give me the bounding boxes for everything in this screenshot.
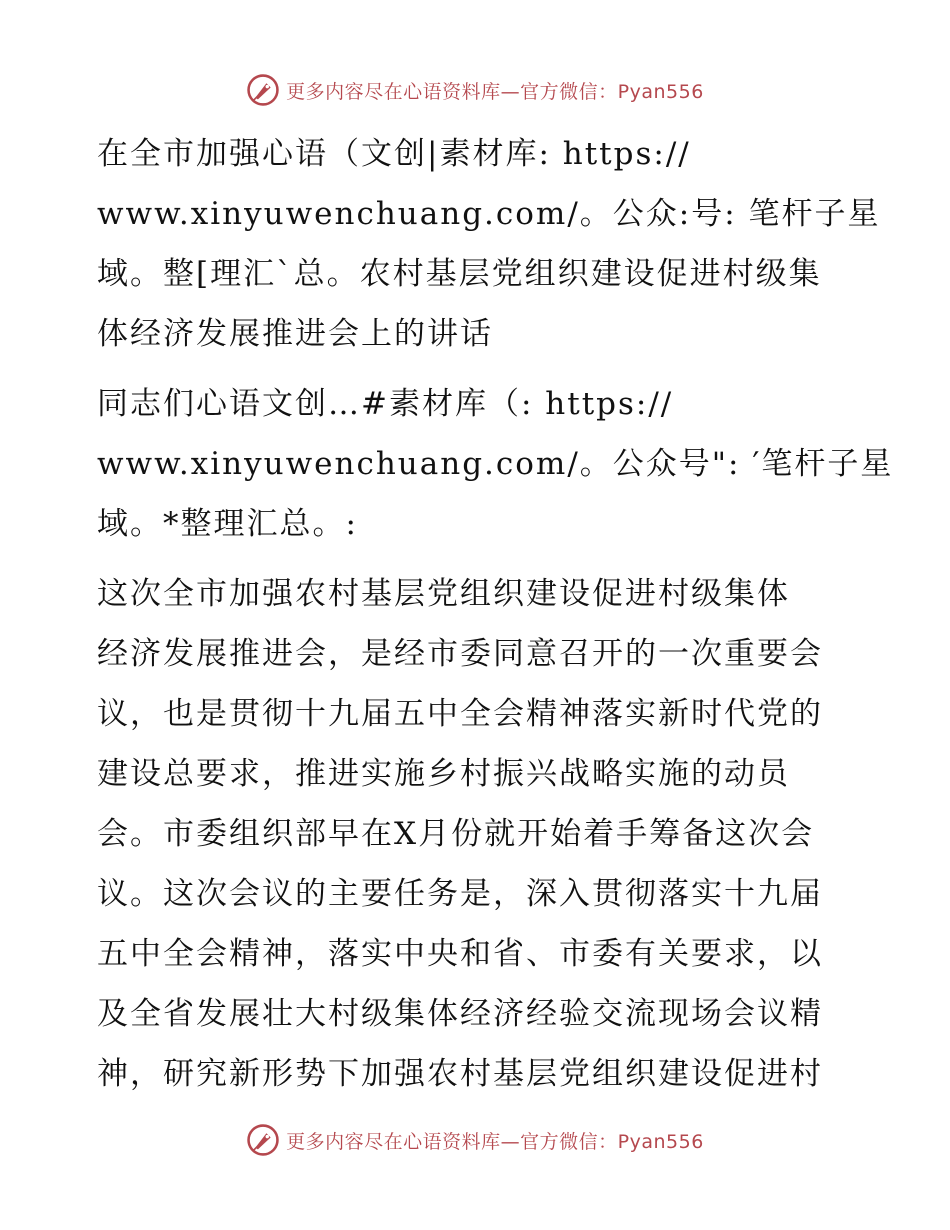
text-line: 会。市委组织部早在X月份就开始着手筹备这次会 bbox=[97, 816, 815, 852]
text-line: 议，也是贯彻十九届五中全会精神落实新时代党的 bbox=[97, 696, 823, 732]
pen-nib-logo-icon bbox=[246, 1123, 280, 1157]
text-line: 在全市加强心语（文创|素材库: https:// bbox=[97, 136, 691, 172]
paragraph-title bbox=[97, 124, 881, 364]
header-watermark bbox=[0, 70, 950, 110]
text-line: 经济发展推进会，是经市委同意召开的一次重要会 bbox=[97, 636, 823, 672]
document-body bbox=[97, 124, 894, 1114]
text-line: 议。这次会议的主要任务是，深入贯彻落实十九届 bbox=[97, 876, 823, 912]
text-line: 域。*整理汇总。: bbox=[97, 506, 358, 542]
text-line: 及全省发展壮大村级集体经济经验交流现场会议精 bbox=[97, 996, 823, 1032]
footer-watermark bbox=[0, 1120, 950, 1160]
text-line: www.xinyuwenchuang.com/。公众:号: 笔杆子星 bbox=[97, 196, 881, 232]
paragraph-body bbox=[97, 564, 857, 1104]
text-line: 体经济发展推进会上的讲话 bbox=[97, 316, 493, 352]
watermark-text: 更多内容尽在心语资料库—官方微信：Pyan556 bbox=[286, 1130, 704, 1153]
text-line: 域。整[理汇`总。农村基层党组织建设促进村级集 bbox=[97, 256, 822, 292]
text-line: 五中全会精神，落实中央和省、市委有关要求，以 bbox=[97, 936, 823, 972]
pen-nib-logo-icon bbox=[246, 73, 280, 107]
watermark-text: 更多内容尽在心语资料库—官方微信：Pyan556 bbox=[286, 80, 704, 103]
text-line: 同志们心语文创…#素材库（: https:// bbox=[97, 386, 674, 422]
paragraph-greeting bbox=[97, 374, 894, 554]
text-line: 神，研究新形势下加强农村基层党组织建设促进村 bbox=[97, 1056, 823, 1092]
text-line: 建设总要求，推进实施乡村振兴战略实施的动员 bbox=[97, 756, 790, 792]
text-line: www.xinyuwenchuang.com/。公众号": ′笔杆子星 bbox=[97, 446, 894, 482]
text-line: 这次全市加强农村基层党组织建设促进村级集体 bbox=[97, 576, 790, 612]
